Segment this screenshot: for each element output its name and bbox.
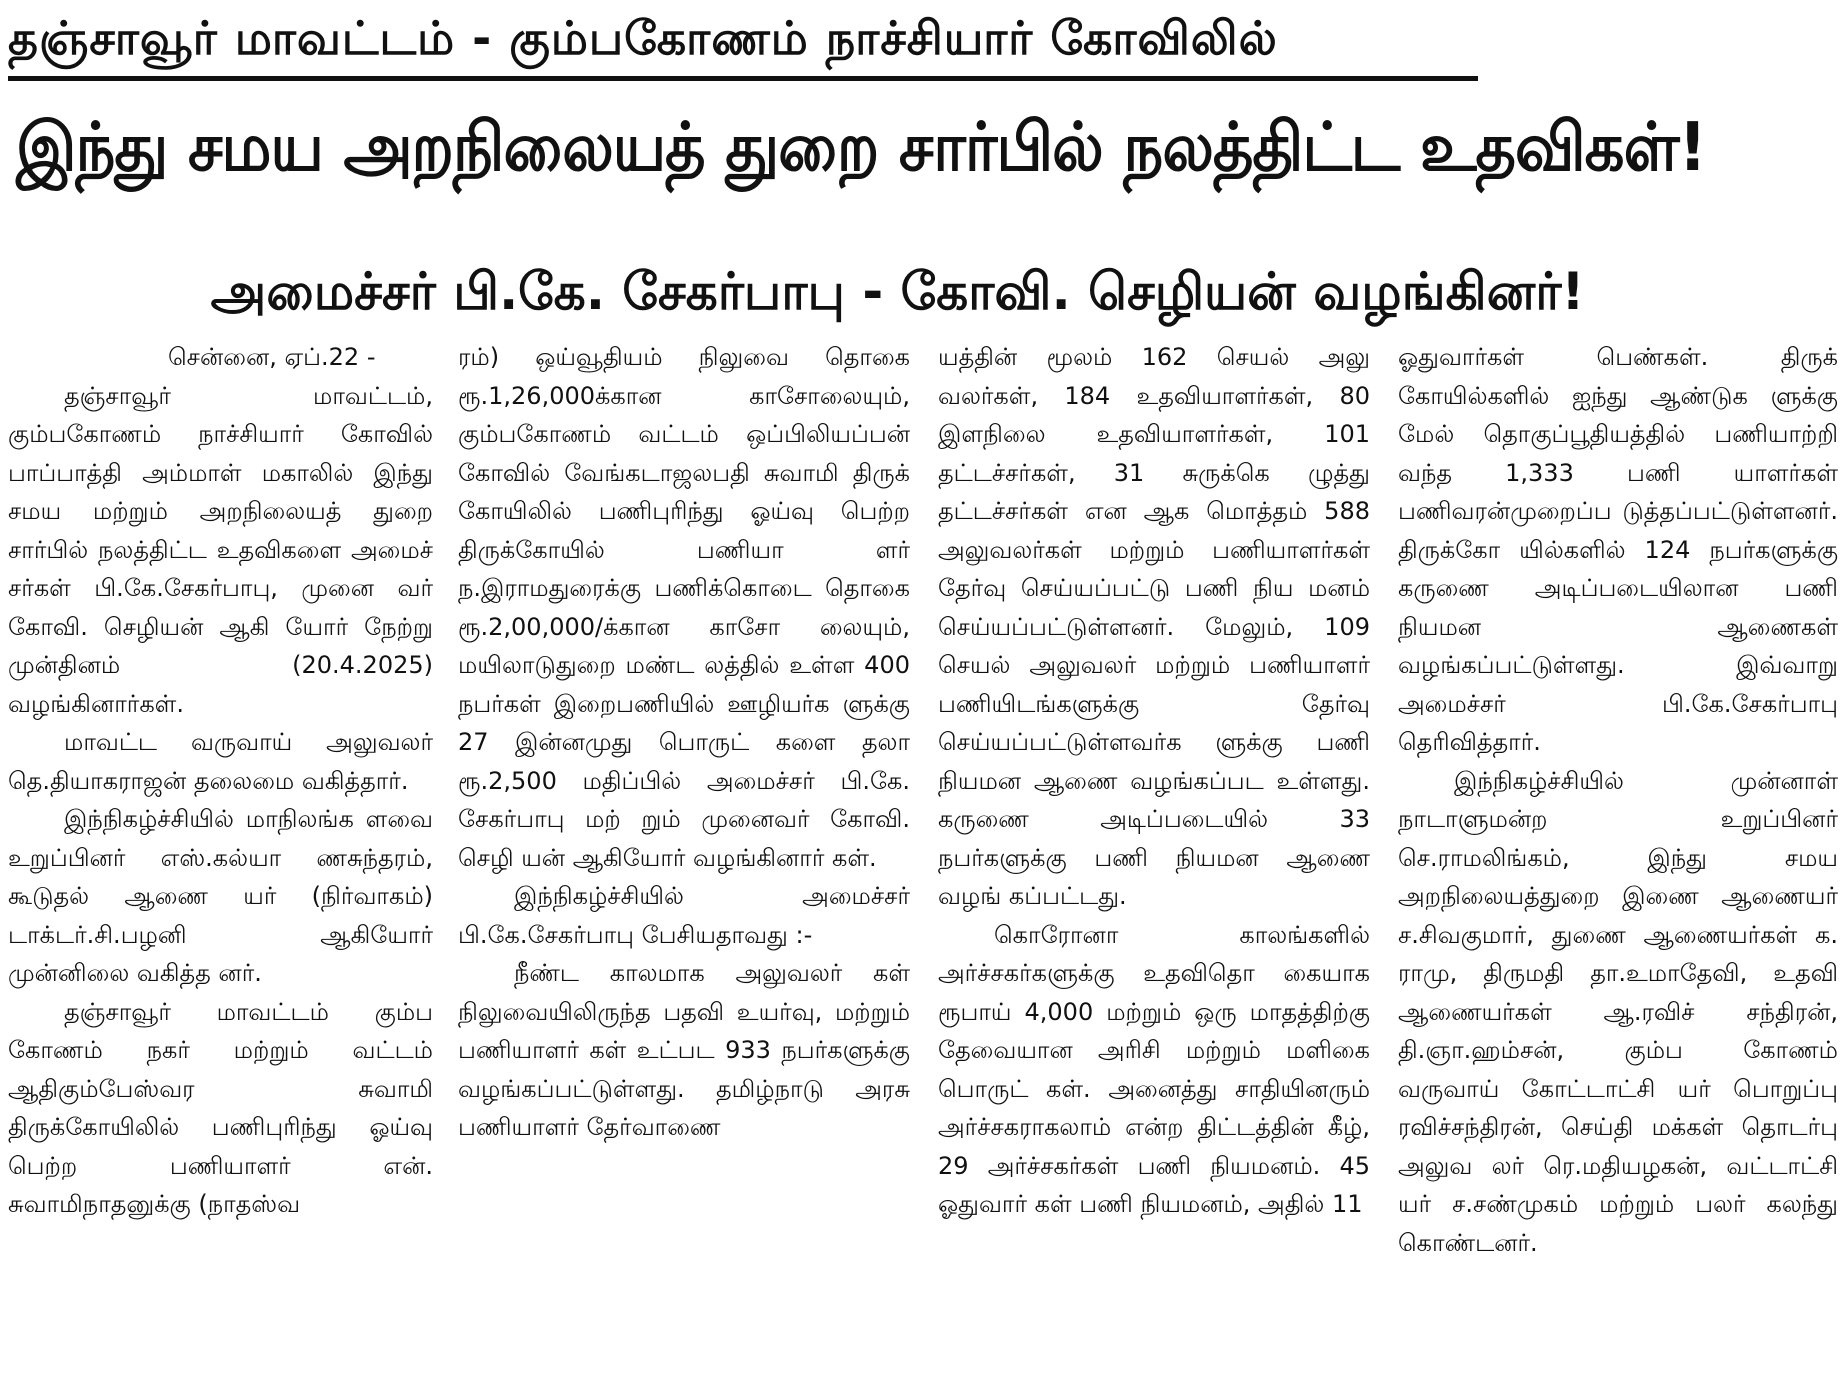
- article-body: [0, 338, 1842, 1378]
- paragraph: மாவட்ட வருவாய் அலுவலர் தெ.தியாகராஜன் தலைமை வகித்தார்.: [8, 728, 433, 795]
- headline: இந்து சமய அறநிலையத் துறை சார்பில் நலத்திட்ட உதவிகள்!: [16, 108, 1706, 186]
- paragraph: இந்நிகழ்ச்சியில் முன்னாள் நாடாளுமன்ற உறுப்பினர் செ.ராமலிங்கம், இந்து சமய அறநிலையத்துறை இணை ஆணையர் ச.சிவகுமார், துணை ஆணையர்கள் க. ராமு, திருமதி தா.உமாதேவி, உதவி ஆணையர்கள் ஆ.ரவிச் சந்திரன், தி.ஞா.ஹம்சன், கும்ப கோணம் வருவாய் கோட்டாட்சி யர் பொறுப்பு ரவிச்சந்திரன், செய்தி மக்கள் தொடர்பு அலுவ லர் ரெ.மதியழகன், வட்டாட்சி யர் ச.சண்முகம் மற்றும் பலர் கலந்து கொண்டனர்.: [1398, 766, 1838, 1257]
- column-4: [1398, 338, 1838, 1378]
- paragraph: தஞ்சாவூர் மாவட்டம், கும்பகோணம் நாச்சியார் கோவில் பாப்பாத்தி அம்மாள் மகாலில் இந்து சமய மற்றும் அறநிலையத் துறை சார்பில் நலத்திட்ட உதவிகளை அமைச் சர்கள் பி.கே.சேகர்பாபு, முனை வர் கோவி. செழியன் ஆகி யோர் நேற்று முன்தினம் (20.4.2025) வழங்கினார்கள்.: [8, 381, 433, 718]
- column-3: [938, 338, 1370, 1378]
- column-1: [8, 338, 433, 1378]
- paragraph: ஓதுவார்கள் பெண்கள். திருக் கோயில்களில் ஐந்து ஆண்டுக ளுக்கு மேல் தொகுப்பூதியத்தில் பணியாற்றி வந்த 1,333 பணி யாளர்கள் பணிவரன்முறைப்ப டுத்தப்பட்டுள்ளனர். திருக்கோ யில்களில் 124 நபர்களுக்கு கருணை அடிப்படையிலான பணி நியமன ஆணைகள் வழங்கப்பட்டுள்ளது. இவ்வாறு அமைச்சர் பி.கே.சேகர்பாபு தெரிவித்தார்.: [1398, 343, 1838, 756]
- dateline: சென்னை, ஏப்.22 -: [168, 343, 376, 371]
- paragraph: தஞ்சாவூர் மாவட்டம் கும்ப கோணம் நகர் மற்றும் வட்டம் ஆதிகும்பேஸ்வர சுவாமி திருக்கோயிலில் பணிபுரிந்து ஓய்வு பெற்ற பணியாளர் என். சுவாமிநாதனுக்கு (நாதஸ்வ: [8, 997, 433, 1218]
- paragraph: இந்நிகழ்ச்சியில் அமைச்சர் பி.கே.சேகர்பாபு பேசியதாவது :-: [458, 882, 910, 949]
- paragraph: இந்நிகழ்ச்சியில் மாநிலங்க ளவை உறுப்பினர் எஸ்.கல்யா ணசுந்தரம், கூடுதல் ஆணை யர் (நிர்வாகம்) டாக்டர்.சி.பழனி ஆகியோர் முன்னிலை வகித்த னர்.: [8, 805, 433, 987]
- paragraph: நீண்ட காலமாக அலுவலர் கள் நிலுவையிலிருந்த பதவி உயர்வு, மற்றும் பணியாளர் கள் உட்பட 933 நபர்களுக்கு வழங்கப்பட்டுள்ளது. தமிழ்நாடு அரசு பணியாளர் தேர்வாணை: [458, 959, 910, 1141]
- kicker-text: தஞ்சாவூர் மாவட்டம் - கும்பகோணம் நாச்சியார் கோவிலில்: [8, 11, 1278, 65]
- paragraph: யத்தின் மூலம் 162 செயல் அலு வலர்கள், 184 உதவியாளர்கள், 80 இளநிலை உதவியாளர்கள், 101 தட்டச்சர்கள், 31 சுருக்கெ ழுத்து தட்டச்சர்கள் என ஆக மொத்தம் 588 அலுவலர்கள் மற்றும் பணியாளர்கள் தேர்வு செய்யப்பட்டு பணி நிய மனம் செய்யப்பட்டுள்ளனர். மேலும், 109 செயல் அலுவலர் மற்றும் பணியாளர் பணியிடங்களுக்கு தேர்வு செய்யப்பட்டுள்ளவர்க ளுக்கு பணி நியமன ஆணை வழங்கப்பட உள்ளது. கருணை அடிப்படையில் 33 நபர்களுக்கு பணி நியமன ஆணை வழங் கப்பட்டது.: [938, 343, 1370, 910]
- kicker-heading: [8, 6, 1478, 81]
- paragraph: ரம்) ஒய்வூதியம் நிலுவை தொகை ரூ.1,26,000க்கான காசோலையும், கும்பகோணம் வட்டம் ஒப்பிலியப்பன் கோவில் வேங்கடாஜலபதி சுவாமி திருக் கோயிலில் பணிபுரிந்து ஓய்வு பெற்ற திருக்கோயில் பணியா ளர் ந.இராமதுரைக்கு பணிக்கொடை தொகை ரூ.2,00,000/க்கான காசோ லையும், மயிலாடுதுறை மண்ட லத்தில் உள்ள 400 நபர்கள் இறைபணியில் ஊழியர்க ளுக்கு 27 இன்னமுது பொருட் களை தலா ரூ.2,500 மதிப்பில் அமைச்சர் பி.கே. சேகர்பாபு மற் றும் முனைவர் கோவி. செழி யன் ஆகியோர் வழங்கினார் கள்.: [458, 343, 910, 872]
- column-2: [458, 338, 910, 1378]
- paragraph: கொரோனா காலங்களில் அர்ச்சகர்களுக்கு உதவிதொ கையாக ரூபாய் 4,000 மற்றும் ஒரு மாதத்திற்கு தேவையான அரிசி மற்றும் மளிகை பொருட் கள். அனைத்து சாதியினரும் அர்ச்சகராகலாம் என்ற திட்டத்தின் கீழ், 29 அர்ச்சகர்கள் பணி நியமனம். 45 ஓதுவார் கள் பணி நியமனம், அதில் 11: [938, 920, 1370, 1218]
- subheadline: அமைச்சர் பி.கே. சேகர்பாபு - கோவி. செழியன் வழங்கினர்!: [210, 262, 1585, 322]
